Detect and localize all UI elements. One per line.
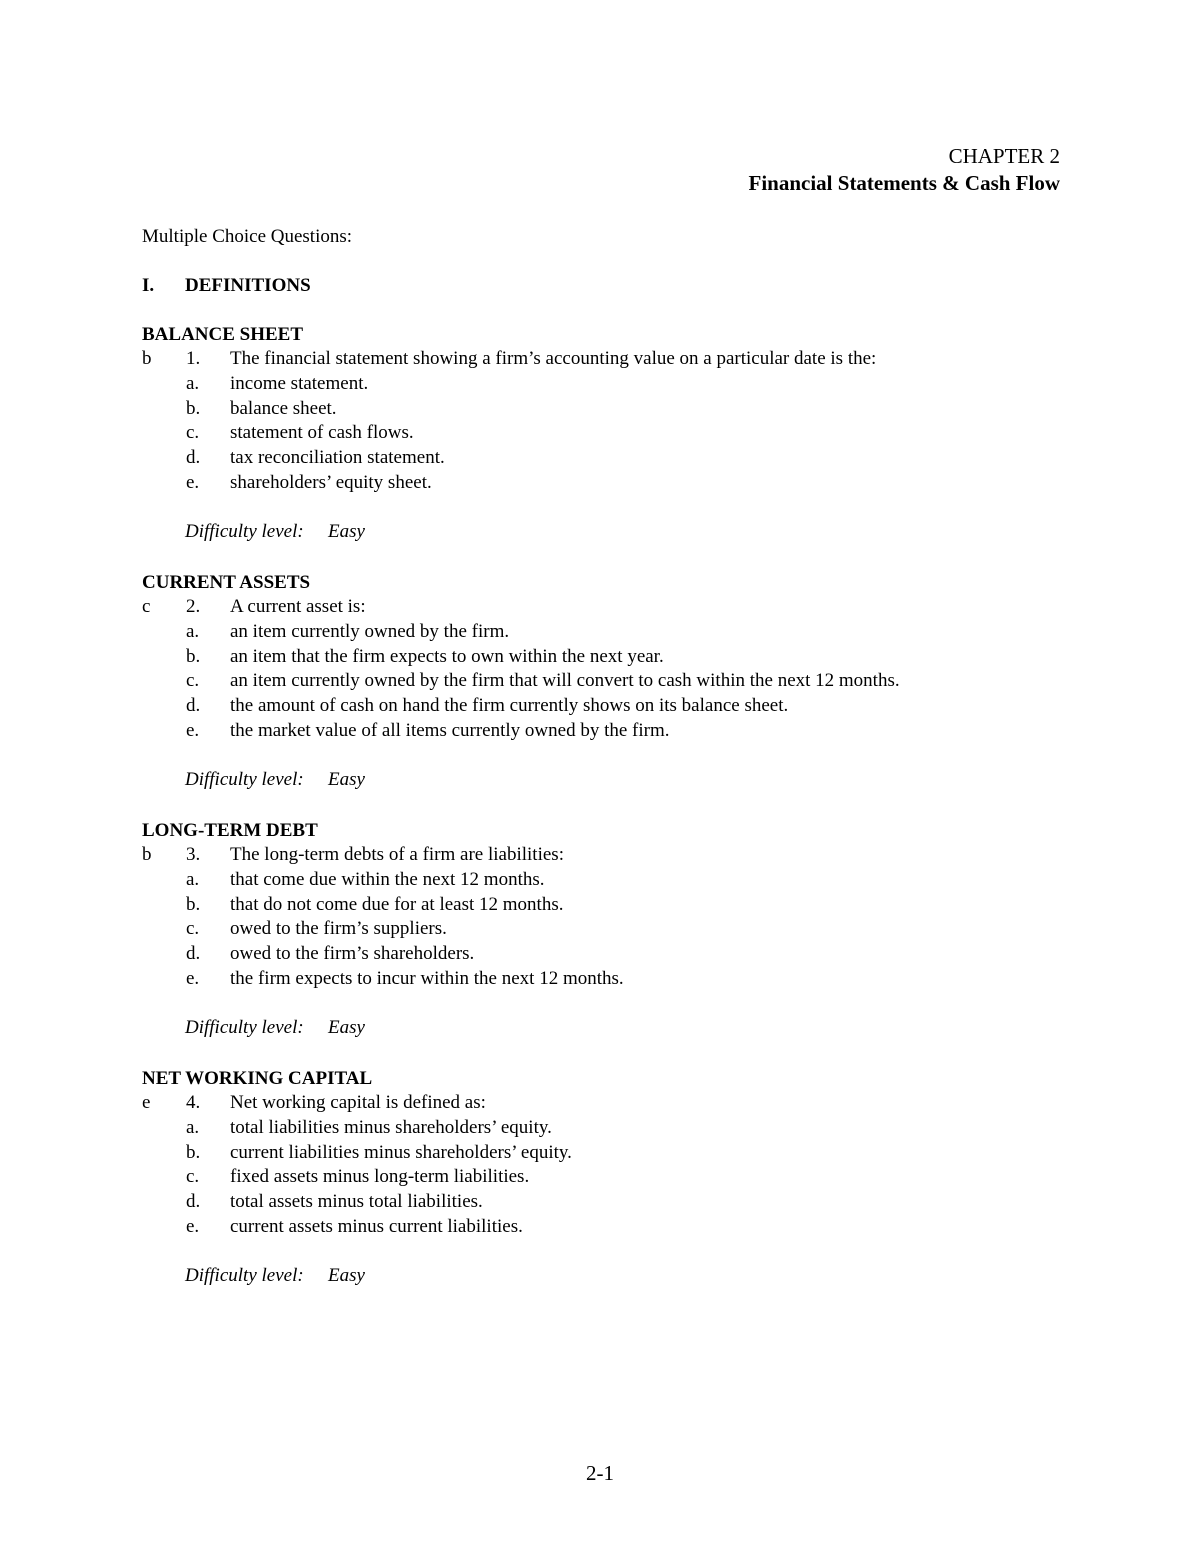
option-text: an item currently owned by the firm that will convert to cash within the next 12 months. <box>230 670 900 692</box>
answer-key: e <box>142 1092 151 1113</box>
question-section-current-assets <box>142 571 1062 792</box>
option-row <box>142 1165 1062 1190</box>
option-row <box>142 893 1062 918</box>
option-label: c. <box>186 918 200 940</box>
option-row <box>142 1190 1062 1215</box>
option-label: e. <box>186 1215 200 1237</box>
option-row <box>142 967 1062 992</box>
question-section-balance-sheet <box>142 323 1062 544</box>
option-label: a. <box>186 1116 200 1138</box>
answer-key: c <box>142 596 151 617</box>
question-number: 3. <box>186 844 201 865</box>
difficulty-label: Difficulty level: <box>185 520 304 542</box>
option-text: the market value of all items currently owned by the firm. <box>230 719 670 741</box>
option-row <box>142 942 1062 967</box>
section-heading: BALANCE SHEET <box>142 324 304 345</box>
option-text: an item that the firm expects to own within the next year. <box>230 645 664 667</box>
option-text: the firm expects to incur within the next 12 months. <box>230 967 624 989</box>
section-heading: LONG-TERM DEBT <box>142 820 318 841</box>
question-text: A current asset is: <box>230 596 366 617</box>
option-label: c. <box>186 422 200 444</box>
option-label: e. <box>186 967 200 989</box>
option-text: owed to the firm’s suppliers. <box>230 918 447 940</box>
option-text: current liabilities minus shareholders’ equity. <box>230 1141 572 1163</box>
answer-key: b <box>142 348 152 369</box>
option-label: e. <box>186 471 200 493</box>
option-row <box>142 471 1062 496</box>
question-row <box>142 843 1062 868</box>
question-text: The long-term debts of a firm are liabilities: <box>230 844 564 865</box>
option-row <box>142 645 1062 670</box>
option-row <box>142 446 1062 471</box>
difficulty-value: Easy <box>328 768 365 790</box>
option-text: current assets minus current liabilities. <box>230 1215 523 1237</box>
option-row <box>142 1215 1062 1240</box>
question-row <box>142 1091 1062 1116</box>
chapter-header <box>749 143 1061 197</box>
question-number: 2. <box>186 596 201 617</box>
difficulty-label: Difficulty level: <box>185 1264 304 1286</box>
difficulty-line <box>185 520 1062 544</box>
option-row <box>142 397 1062 422</box>
difficulty-label: Difficulty level: <box>185 768 304 790</box>
option-text: the amount of cash on hand the firm currently shows on its balance sheet. <box>230 695 789 717</box>
option-label: b. <box>186 397 201 419</box>
option-row <box>142 1116 1062 1141</box>
part-heading <box>142 274 311 298</box>
section-heading: CURRENT ASSETS <box>142 572 311 593</box>
difficulty-value: Easy <box>328 520 365 542</box>
difficulty-label: Difficulty level: <box>185 1016 304 1038</box>
option-row <box>142 1141 1062 1166</box>
option-label: b. <box>186 645 201 667</box>
option-row <box>142 620 1062 645</box>
difficulty-line <box>185 1016 1062 1040</box>
question-section-net-working-capital <box>142 1067 1062 1288</box>
option-label: a. <box>186 868 200 890</box>
difficulty-line <box>185 768 1062 792</box>
option-row <box>142 719 1062 744</box>
option-text: an item currently owned by the firm. <box>230 620 510 642</box>
option-label: d. <box>186 1191 201 1213</box>
option-text: tax reconciliation statement. <box>230 447 445 469</box>
option-text: balance sheet. <box>230 397 337 419</box>
answer-key: b <box>142 844 152 865</box>
part-number: I. <box>142 275 155 296</box>
question-row <box>142 347 1062 372</box>
page-number: 2-1 <box>586 1461 614 1485</box>
option-label: c. <box>186 670 200 692</box>
option-row <box>142 421 1062 446</box>
option-row <box>142 868 1062 893</box>
part-title: DEFINITIONS <box>185 275 311 296</box>
difficulty-value: Easy <box>328 1016 365 1038</box>
option-label: d. <box>186 695 201 717</box>
difficulty-line <box>185 1264 1062 1288</box>
question-text: The financial statement showing a firm’s accounting value on a particular date is the: <box>230 348 877 369</box>
option-label: a. <box>186 620 200 642</box>
option-text: shareholders’ equity sheet. <box>230 471 432 493</box>
question-number: 1. <box>186 348 201 369</box>
option-row <box>142 669 1062 694</box>
option-text: statement of cash flows. <box>230 422 414 444</box>
option-label: d. <box>186 447 201 469</box>
intro-text: Multiple Choice Questions: <box>142 226 353 247</box>
option-text: fixed assets minus long-term liabilities. <box>230 1166 530 1188</box>
question-row <box>142 595 1062 620</box>
option-label: b. <box>186 1141 201 1163</box>
option-text: that do not come due for at least 12 months. <box>230 893 564 915</box>
question-number: 4. <box>186 1092 201 1113</box>
option-text: total assets minus total liabilities. <box>230 1191 483 1213</box>
option-label: d. <box>186 943 201 965</box>
chapter-subtitle: Financial Statements & Cash Flow <box>748 171 1060 195</box>
option-row <box>142 917 1062 942</box>
option-label: c. <box>186 1166 200 1188</box>
question-text: Net working capital is defined as: <box>230 1092 486 1113</box>
section-heading: NET WORKING CAPITAL <box>142 1068 373 1089</box>
option-text: that come due within the next 12 months. <box>230 868 545 890</box>
difficulty-value: Easy <box>328 1264 365 1286</box>
chapter-title: CHAPTER 2 <box>948 144 1060 168</box>
option-row <box>142 372 1062 397</box>
option-row <box>142 694 1062 719</box>
option-label: b. <box>186 893 201 915</box>
question-section-long-term-debt <box>142 819 1062 1040</box>
option-text: total liabilities minus shareholders’ equity. <box>230 1116 552 1138</box>
option-label: a. <box>186 372 200 394</box>
option-text: income statement. <box>230 372 369 394</box>
option-text: owed to the firm’s shareholders. <box>230 943 475 965</box>
option-label: e. <box>186 719 200 741</box>
